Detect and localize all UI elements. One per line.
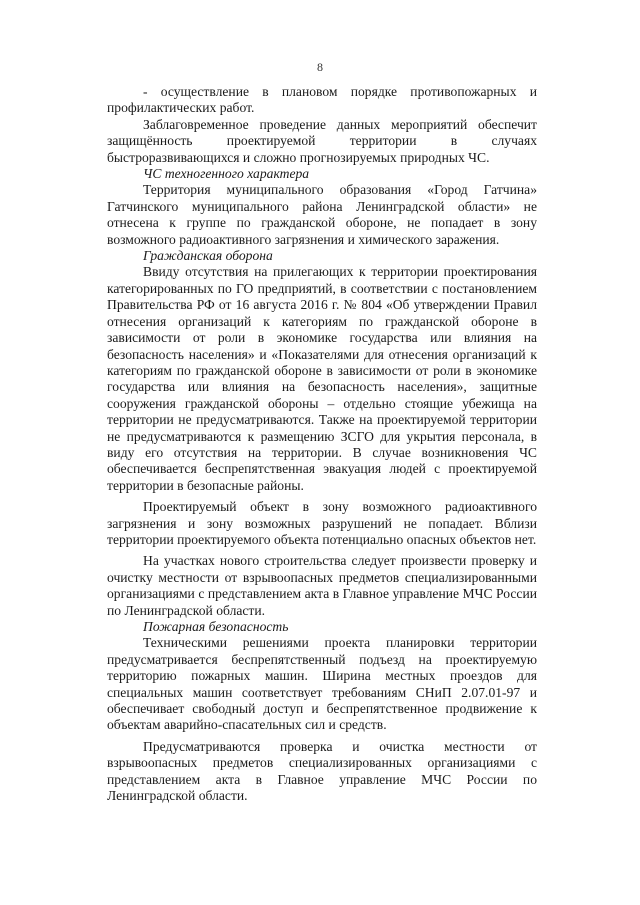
paragraph-protection-summary: Заблаговременное проведение данных мероприятий обеспечит защищённость проектируемой территории в случаях быстроразвивающихся и сложно прогнозируемых природных ЧС.	[107, 116, 537, 165]
heading-civil-defense: Гражданская оборона	[143, 248, 273, 264]
page-number: 8	[317, 60, 323, 74]
paragraph-municipality-status: Территория муниципального образования «Город Гатчина» Гатчинского муниципального района Ленинградской области» не отнесена к группе по гражданской обороне, не попадает в зону возможного радиоактивного загрязнения и химического заражения.	[107, 182, 537, 247]
paragraph-fire-access: Техническими решениями проекта планировки территории предусматривается беспрепятственный подъезд на проектируемую территорию пожарных машин. Ширина местных проездов для специальных машин соответствует требованиям СНиП 2.07.01-97 и обеспечивает свободный доступ и беспрепятственное продвижение к объектам аварийно-спасательных сил и средств.	[107, 635, 537, 733]
paragraph-final-clearance: Предусматриваются проверка и очистка местности от взрывоопасных предметов специализированных организациями с представлением акта в Главное управление МЧС России по Ленинградской области.	[107, 738, 537, 804]
paragraph-civil-defense-details: Ввиду отсутствия на прилегающих к территории проектирования категорированных по ГО предприятий, в соответствии с постановлением Правительства РФ от 16 августа 2016 г. № 804 «Об утверждении Правил отнесения организаций к категориям по гражданской обороне в зависимости от роли в экономике государства или влияния на безопасность населения» и «Показателями для отнесения организаций к категориям по гражданской обороне в зависимости от роли в экономике государства или влияния на безопасность населения», защитные сооружения гражданской обороны – отдельно стоящие убежища на территории не предусматриваются. Также на проектируемой территории не предусматриваются к размещению ЗСГО для укрытия персонала, в виду его отсутствия на территории. В случае возникновения ЧС обеспечивается беспрепятственная эвакуация людей с проектируемой территории в безопасные районы.	[107, 264, 537, 493]
heading-technogenic-emergencies: ЧС техногенного характера	[143, 166, 310, 182]
paragraph-radiation-zone: Проектируемый объект в зону возможного радиоактивного загрязнения и зону возможных разрушений не попадает. Вблизи территории проектируемого объекта потенциально опасных объектов нет.	[107, 499, 537, 547]
heading-fire-safety: Пожарная безопасность	[143, 619, 289, 634]
paragraph-fire-prevention-item: - осуществление в плановом порядке противопожарных и профилактических работ.	[107, 84, 537, 116]
paragraph-explosive-clearance: На участках нового строительства следует произвести проверку и очистку местности от взрывоопасных предметов специализированными организациями с представлением акта в Главное управление МЧС России по Ленинградской области.	[107, 553, 537, 618]
document-body	[107, 84, 537, 804]
